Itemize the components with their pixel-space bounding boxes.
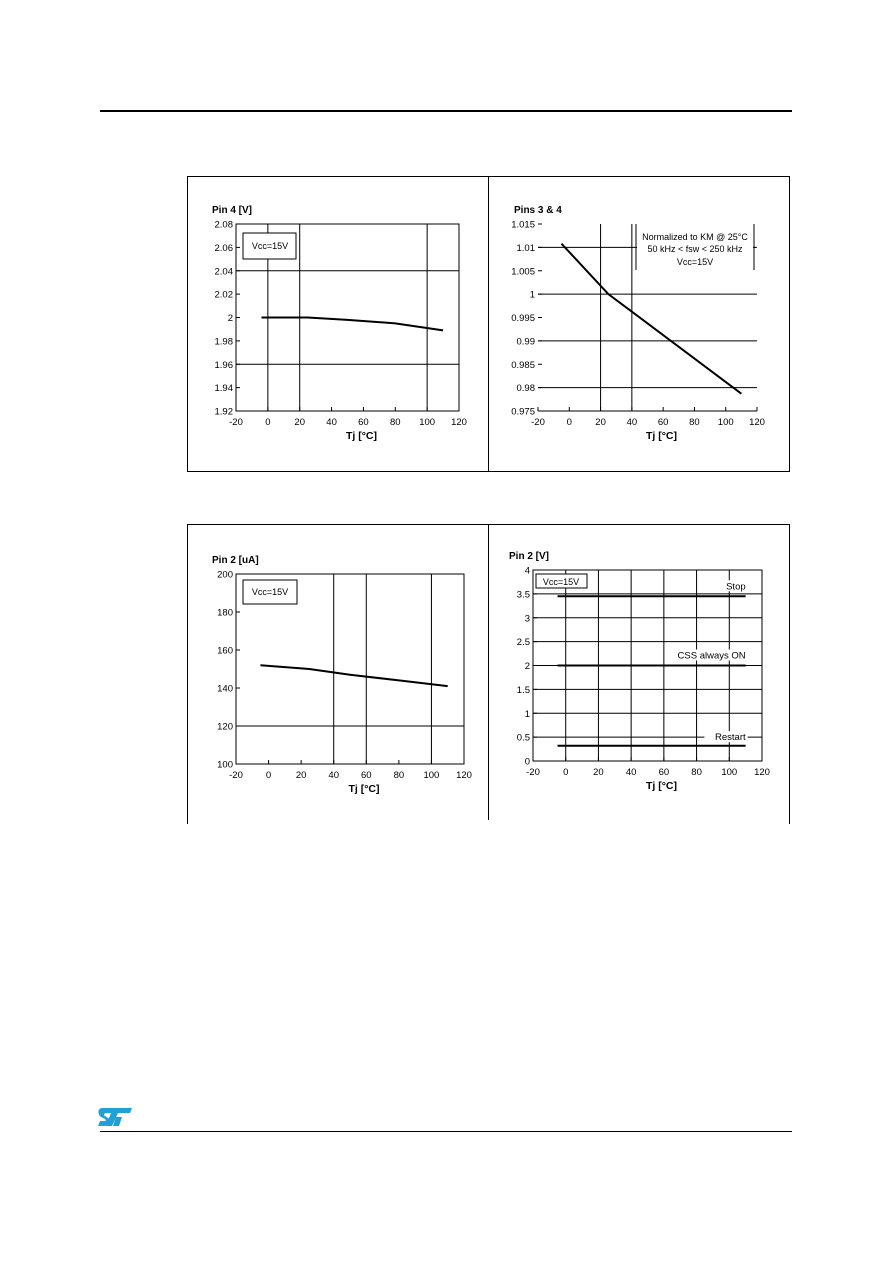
series-line (260, 665, 447, 686)
x-tick-label: 60 (360, 770, 372, 781)
y-tick-label: 1 (524, 708, 530, 720)
x-tick-label: 80 (689, 417, 700, 428)
annotation-text: Vcc=15V (251, 241, 289, 251)
x-tick-label: 100 (717, 417, 734, 428)
footer-rule (100, 1131, 792, 1132)
y-tick-label: 0.995 (511, 313, 535, 324)
y-tick-label: 2.06 (214, 242, 233, 254)
y-tick-label: 200 (217, 569, 233, 581)
annotation-text: Vcc=15V (676, 257, 714, 267)
y-tick-label: 1.5 (516, 684, 530, 696)
x-tick-label: 40 (326, 417, 337, 428)
y-tick-label: 120 (217, 721, 233, 733)
x-tick-label: 120 (749, 417, 765, 428)
x-tick-label: -20 (531, 417, 545, 428)
x-tick-label: -20 (229, 417, 243, 428)
y-tick-label: 3.5 (516, 589, 530, 601)
x-tick-label: 40 (625, 767, 637, 778)
y-tick-label: 100 (217, 759, 233, 771)
y-tick-label: 3 (524, 613, 530, 625)
y-tick-label: 0.975 (511, 406, 535, 418)
y-tick-label: 160 (217, 645, 233, 657)
x-tick-label: 120 (451, 417, 467, 428)
y-tick-label: 1.92 (214, 406, 233, 418)
x-tick-label: 80 (393, 770, 405, 781)
x-tick-label: 0 (566, 417, 572, 428)
y-tick-label: 2 (524, 661, 530, 672)
y-tick-label: 2 (227, 313, 233, 324)
annotation-text: Vcc=15V (542, 577, 580, 587)
series-label: Restart (715, 732, 746, 744)
y-tick-label: 1.96 (214, 359, 233, 371)
y-tick-label: 0.5 (516, 732, 530, 744)
y-tick-label: 0.985 (511, 359, 535, 371)
x-tick-label: 60 (657, 417, 669, 428)
x-tick-label: 80 (389, 417, 401, 428)
y-tick-label: 1.01 (516, 242, 535, 254)
y-tick-label: 180 (217, 607, 233, 619)
chart-title: Pin 2 [uA] (212, 555, 259, 566)
x-tick-label: 120 (754, 767, 770, 778)
x-tick-label: 60 (358, 417, 369, 428)
series-line (261, 318, 443, 331)
y-tick-label: 1 (529, 289, 535, 301)
series-label: CSS always ON (677, 650, 746, 662)
x-tick-label: 100 (419, 417, 436, 428)
y-tick-label: 2.08 (214, 219, 233, 231)
y-tick-label: 0 (524, 756, 530, 768)
x-axis-label: Tj [°C] (348, 783, 380, 795)
chart-1 (212, 205, 467, 442)
st-logo-icon (98, 1106, 134, 1128)
x-tick-label: 60 (658, 767, 670, 778)
series-label: Stop (726, 581, 746, 593)
x-axis-label: Tj [°C] (645, 780, 678, 792)
y-tick-label: 1.94 (214, 383, 233, 395)
x-tick-label: -20 (526, 767, 540, 778)
chart-4 (509, 551, 770, 792)
chart-2 (511, 205, 765, 442)
y-tick-label: 4 (524, 565, 530, 577)
x-tick-label: 100 (721, 767, 738, 778)
annotation-text: 50 kHz < fsw < 250 kHz (647, 244, 743, 254)
x-tick-label: 120 (456, 770, 472, 781)
x-tick-label: 80 (691, 767, 702, 778)
y-tick-label: 0.98 (516, 383, 535, 395)
x-tick-label: 20 (595, 417, 606, 428)
x-tick-label: 0 (265, 417, 271, 428)
y-tick-label: 140 (217, 683, 233, 695)
annotation-text: Vcc=15V (251, 587, 289, 597)
x-tick-label: 20 (593, 767, 604, 778)
x-tick-label: 100 (423, 770, 440, 781)
y-tick-label: 2.04 (214, 266, 233, 278)
annotation-text: Normalized to KM @ 25°C (642, 232, 748, 242)
x-axis-label: Tj [°C] (645, 430, 678, 442)
x-tick-label: 40 (328, 770, 340, 781)
x-tick-label: 0 (265, 770, 272, 781)
x-tick-label: 0 (563, 767, 569, 778)
x-tick-label: 20 (295, 770, 307, 781)
x-axis-label: Tj [°C] (345, 430, 378, 442)
y-tick-label: 1.98 (214, 336, 233, 348)
chart-title: Pin 4 [V] (212, 205, 253, 216)
x-tick-label: 40 (626, 417, 638, 428)
chart-3 (212, 555, 472, 795)
y-tick-label: 2.5 (516, 637, 530, 649)
y-tick-label: 0.99 (516, 336, 535, 348)
chart-title: Pins 3 & 4 (514, 205, 562, 216)
y-tick-label: 1.015 (511, 219, 535, 231)
x-tick-label: 20 (294, 417, 306, 428)
chart-title: Pin 2 [V] (509, 551, 550, 562)
x-tick-label: -20 (229, 770, 243, 781)
y-tick-label: 1.005 (511, 266, 535, 278)
y-tick-label: 2.02 (214, 289, 233, 301)
